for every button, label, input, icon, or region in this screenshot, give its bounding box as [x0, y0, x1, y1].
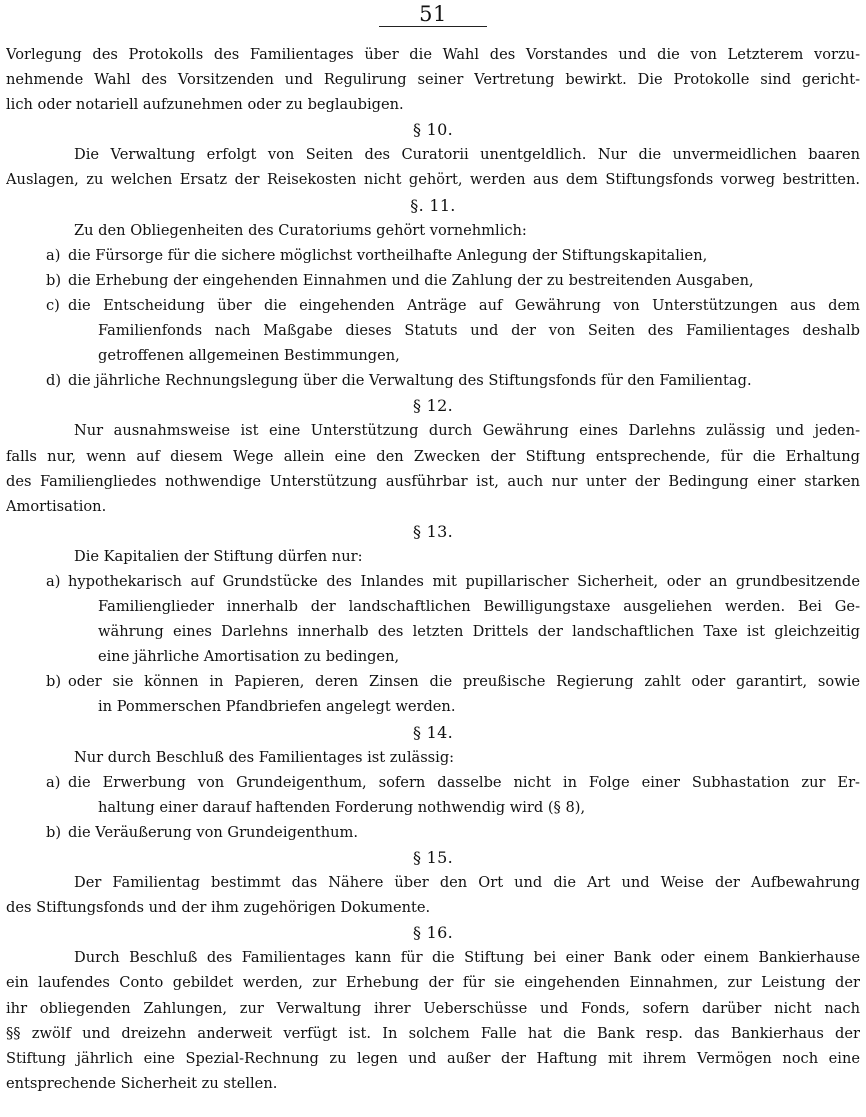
section-heading: [6, 193, 860, 218]
line-text: falls nur, wenn auf diesem Wege allein eine den Zwecken der Stiftung entsprechende, für die Erhaltung: [6, 447, 860, 465]
line-text: Nur durch Beschluß des Familientages ist zulässig:: [74, 748, 455, 766]
line-text: die Erhebung der eingehenden Einnahmen und die Zahlung der zu bestreitenden Ausgaben,: [68, 271, 754, 289]
line-text: Zu den Obliegenheiten des Curatoriums gehört vornehmlich:: [74, 221, 527, 239]
line-text: ihr obliegenden Zahlungen, zur Verwaltung ihrer Ueberschüsse und Fonds, sofern darüber nicht nach: [6, 999, 860, 1017]
line-text: hypothekarisch auf Grundstücke des Inlandes mit pupillarischer Sicherheit, oder an grundbesitzende: [68, 572, 860, 590]
text-line: [6, 669, 860, 694]
list-item-label: a): [46, 572, 61, 590]
line-text: entsprechende Sicherheit zu stellen.: [6, 1074, 278, 1092]
section-heading: [6, 393, 860, 418]
text-line: [6, 218, 860, 243]
text-line: [6, 142, 860, 167]
line-text: Stiftung jährlich eine Spezial-Rechnung zu legen und außer der Haftung mit ihrem Vermögen noch eine: [6, 1049, 860, 1067]
line-text: § 16.: [412, 923, 454, 943]
line-text: Die Kapitalien der Stiftung dürfen nur:: [74, 547, 363, 565]
line-text: Amortisation.: [6, 497, 107, 515]
section-heading: [6, 117, 860, 142]
list-item-label: c): [46, 296, 60, 314]
text-line: [6, 544, 860, 569]
list-item-label: b): [46, 823, 62, 841]
line-text: die Entscheidung über die eingehenden Anträge auf Gewährung von Unterstützungen aus dem: [68, 296, 860, 314]
line-text: des Familiengliedes nothwendige Unterstützung ausführbar ist, auch nur unter der Bedingung einer starken: [6, 472, 860, 490]
line-text: Auslagen, zu welchen Ersatz der Reisekosten nicht gehört, werden aus dem Stiftungsfonds vorweg bestritten.: [6, 171, 860, 189]
text-line: [6, 795, 860, 820]
line-text: oder sie können in Papieren, deren Zinsen die preußische Regierung zahlt oder garantirt, sowie: [68, 673, 860, 691]
line-text: §. 11.: [410, 195, 456, 215]
text-line: [6, 92, 860, 117]
line-text: ein laufendes Conto gebildet werden, zur Erhebung der für sie eingehenden Einnahmen, zur Leistung der: [6, 974, 860, 992]
text-line: [6, 343, 860, 368]
text-line: [6, 268, 860, 293]
section-heading: [6, 519, 860, 544]
line-text: die jährliche Rechnungslegung über die Verwaltung des Stiftungsfonds für den Familientag.: [68, 372, 752, 390]
line-text: in Pommerschen Pfandbriefen angelegt werden.: [98, 698, 456, 716]
page-number: 51: [379, 2, 487, 27]
line-text: Vorlegung des Protokolls des Familientages über die Wahl des Vorstandes und die von Letzterem vorzu-: [6, 46, 860, 63]
text-line: [6, 945, 860, 970]
text-line: [6, 42, 860, 67]
list-item-label: a): [46, 246, 61, 264]
line-text: Familienfonds nach Maßgabe dieses Statuts und der von Seiten des Familientages deshalb: [98, 322, 860, 340]
line-text: Nur ausnahmsweise ist eine Unterstützung durch Gewährung eines Darlehns zulässig und jeden-: [74, 422, 860, 440]
line-text: eine jährliche Amortisation zu bedingen,: [98, 648, 400, 666]
text-line: [6, 895, 860, 920]
text-line: [6, 1046, 860, 1071]
text-line: [6, 569, 860, 594]
line-text: die Erwerbung von Grundeigenthum, sofern dasselbe nicht in Folge einer Subhastation zur Er-: [68, 773, 860, 791]
text-line: [6, 870, 860, 895]
line-text: die Fürsorge für die sichere möglichst vortheilhafte Anlegung der Stiftungskapitalien,: [68, 246, 708, 264]
text-line: [6, 644, 860, 669]
text-line: [6, 243, 860, 268]
line-text: die Veräußerung von Grundeigenthum.: [68, 823, 359, 841]
line-text: nehmende Wahl des Vorsitzenden und Regulirung seiner Vertretung bewirkt. Die Protokolle sind gericht-: [6, 71, 860, 89]
line-text: § 14.: [412, 722, 454, 742]
text-line: [6, 770, 860, 795]
line-text: § 15.: [412, 848, 454, 867]
page-number-area: [6, 0, 860, 42]
text-line: [6, 745, 860, 770]
line-text: haltung einer darauf haftenden Forderung nothwendig wird (§ 8),: [98, 798, 586, 816]
line-text: Durch Beschluß des Familientages kann für die Stiftung bei einer Bank oder einem Bankierhause: [74, 949, 860, 967]
text-line: [6, 1021, 860, 1046]
line-text: getroffenen allgemeinen Bestimmungen,: [98, 347, 400, 365]
text-line: [6, 694, 860, 719]
line-text: Die Verwaltung erfolgt von Seiten des Curatorii unentgeldlich. Nur die unvermeidlichen baaren: [74, 146, 860, 164]
text-line: [6, 368, 860, 393]
text-line: [6, 293, 860, 318]
text-line: [6, 418, 860, 443]
text-line: [6, 167, 860, 192]
list-item-label: a): [46, 773, 61, 791]
list-item-label: b): [46, 673, 62, 691]
line-text: § 12.: [412, 396, 454, 416]
text-line: [6, 820, 860, 845]
section-heading: [6, 845, 860, 870]
section-heading: [6, 920, 860, 945]
line-text: § 13.: [412, 521, 454, 541]
line-text: Familienglieder innerhalb der landschaftlichen Bewilligungstaxe ausgeliehen werden. Bei Ge-: [98, 598, 860, 616]
text-line: [6, 469, 860, 494]
text-line: [6, 970, 860, 995]
line-text: des Stiftungsfonds und der ihm zugehörigen Dokumente.: [6, 899, 431, 917]
line-text: §§ zwölf und dreizehn anderweit verfügt ist. In solchem Falle hat die Bank resp. das Bankierhaus der: [6, 1024, 860, 1042]
text-line: [6, 318, 860, 343]
list-item-label: b): [46, 271, 62, 289]
line-text: Der Familientag bestimmt das Nähere über den Ort und die Art und Weise der Aufbewahrung: [74, 874, 860, 892]
line-text: lich oder notariell aufzunehmen oder zu beglaubigen.: [6, 96, 404, 114]
line-text: § 10.: [412, 120, 454, 140]
text-line: [6, 619, 860, 644]
section-heading: [6, 720, 860, 745]
text-line: [6, 494, 860, 519]
text-line: [6, 444, 860, 469]
text-line: [6, 67, 860, 92]
text-line: [6, 594, 860, 619]
text-line: [6, 996, 860, 1021]
text-line: [6, 1071, 860, 1096]
line-text: währung eines Darlehns innerhalb des letzten Drittels der landschaftlichen Taxe ist gleichzeitig: [98, 623, 860, 641]
list-item-label: d): [46, 372, 62, 390]
body-text: [6, 42, 860, 1096]
